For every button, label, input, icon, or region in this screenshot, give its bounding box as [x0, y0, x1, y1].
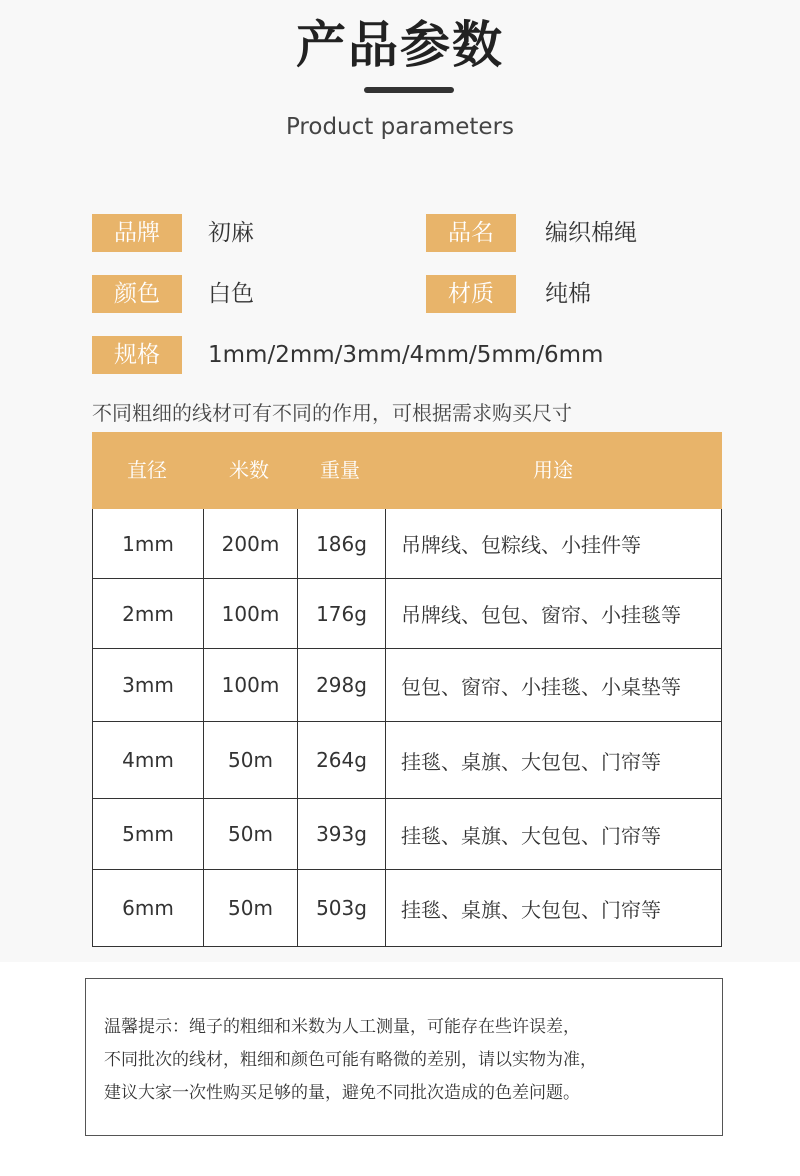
cell-usage: 挂毯、桌旗、大包包、门帘等 — [385, 722, 721, 798]
tip-box — [85, 978, 723, 1136]
page-subtitle: Product parameters — [285, 114, 515, 140]
cell-diameter: 3mm — [122, 673, 174, 697]
cell-length: 100m — [203, 579, 297, 648]
tip-line-2: 不同批次的线材，粗细和颜色可能有略微的差别，请以实物为准， — [104, 1050, 597, 1070]
header-weight: 重量 — [320, 458, 360, 482]
cell-usage: 吊牌线、包粽线、小挂件等 — [385, 509, 721, 578]
cell-length: 50m — [203, 799, 297, 869]
cell-length: 50m — [203, 870, 297, 946]
title-underline — [364, 87, 454, 93]
table-row — [93, 648, 721, 721]
cell-diameter: 6mm — [122, 896, 174, 920]
brand-value: 初麻 — [208, 220, 254, 246]
table-row — [93, 869, 721, 946]
spec-value: 1mm/2mm/3mm/4mm/5mm/6mm — [208, 342, 604, 368]
table-row — [93, 509, 721, 578]
tip-line-1: 温馨提示：绳子的粗细和米数为人工测量，可能存在些许误差， — [104, 1017, 580, 1037]
cell-weight: 176g — [297, 579, 385, 648]
table-row — [93, 578, 721, 648]
cell-length: 100m — [203, 649, 297, 721]
cell-weight: 393g — [297, 799, 385, 869]
cell-diameter: 1mm — [122, 531, 174, 556]
cell-weight: 503g — [297, 870, 385, 946]
material-value: 纯棉 — [545, 281, 591, 307]
cell-usage: 吊牌线、包包、窗帘、小挂毯等 — [385, 579, 721, 648]
cell-weight: 186g — [297, 509, 385, 578]
header-diameter: 直径 — [127, 458, 167, 482]
spec-label: 规格 — [92, 336, 182, 374]
cell-diameter: 5mm — [122, 822, 174, 846]
tip-line-3: 建议大家一次性购买足够的量，避免不同批次造成的色差问题。 — [104, 1083, 580, 1103]
cell-weight: 264g — [297, 722, 385, 798]
name-value: 编织棉绳 — [545, 220, 637, 246]
header-usage: 用途 — [533, 458, 573, 482]
table-header — [92, 432, 722, 509]
cell-diameter: 4mm — [122, 748, 174, 772]
size-note: 不同粗细的线材可有不同的作用，可根据需求购买尺寸 — [92, 401, 572, 425]
header-length: 米数 — [229, 458, 269, 482]
cell-usage: 挂毯、桌旗、大包包、门帘等 — [385, 870, 721, 946]
page-title: 产品参数 — [296, 16, 504, 74]
cell-usage: 挂毯、桌旗、大包包、门帘等 — [385, 799, 721, 869]
color-value: 白色 — [208, 281, 254, 307]
table-body — [92, 509, 722, 947]
table-row — [93, 721, 721, 798]
name-label: 品名 — [426, 214, 516, 252]
cell-usage: 包包、窗帘、小挂毯、小桌垫等 — [385, 649, 721, 721]
color-label: 颜色 — [92, 275, 182, 313]
brand-label: 品牌 — [92, 214, 182, 252]
spec-table — [92, 432, 722, 947]
table-row — [93, 798, 721, 869]
cell-diameter: 2mm — [122, 601, 174, 626]
cell-length: 200m — [203, 509, 297, 578]
cell-length: 50m — [203, 722, 297, 798]
cell-weight: 298g — [297, 649, 385, 721]
material-label: 材质 — [426, 275, 516, 313]
